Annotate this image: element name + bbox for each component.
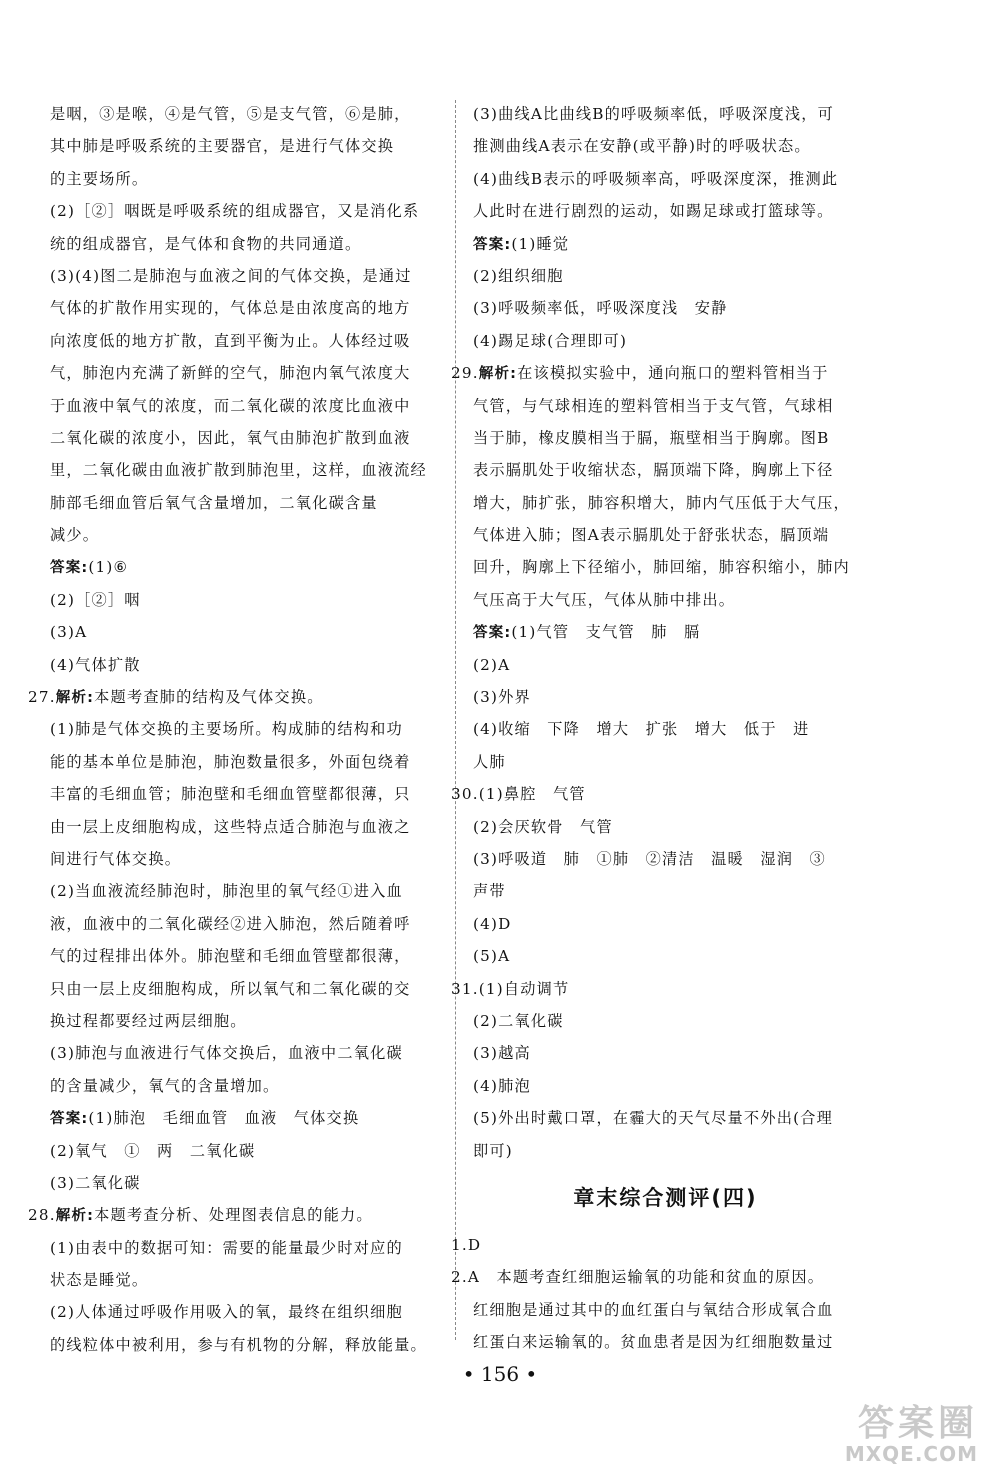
line-text: 能的基本单位是肺泡，肺泡数量很多，外面包绕着: [50, 752, 411, 771]
line-text: (1)自动调节: [478, 979, 570, 998]
text-line: [50, 584, 438, 616]
line-text: 回升，胸廓上下径缩小，肺回缩，肺容积缩小，肺内: [473, 558, 850, 577]
bold-label: 答案:: [473, 236, 512, 253]
bold-label: 解析:: [55, 1208, 95, 1225]
line-text: (3)(4)图二是肺泡与血液之间的气体交换，是通过: [50, 266, 412, 285]
line-text: 气，肺泡内充满了新鲜的空气，肺泡内氧气浓度大: [50, 364, 411, 383]
line-text: (2)二氧化碳: [473, 1011, 564, 1030]
line-text: 推测曲线A表示在安静(或平静)时的呼吸状态。: [473, 137, 811, 156]
text-line: [50, 973, 438, 1005]
line-text: (3)肺泡与血液进行气体交换后，血液中二氧化碳: [50, 1044, 403, 1063]
line-text: 肺部毛细血管后氧气含量增加，二氧化碳含量: [50, 493, 378, 512]
text-line: [473, 1326, 858, 1358]
line-text: 红蛋白来运输氧的。贫血患者是因为红细胞数量过: [473, 1333, 834, 1352]
bold-label: 解析:: [55, 690, 95, 707]
text-line: [50, 551, 438, 583]
page-number: • 156 •: [462, 1362, 538, 1386]
text-line: [473, 811, 858, 843]
line-text: 向浓度低的地方扩散，直到平衡为止。人体经过吸: [50, 331, 411, 350]
text-line: [473, 908, 858, 940]
text-line: [28, 1199, 438, 1231]
text-line: [473, 195, 858, 227]
watermark-text: 答案圈: [857, 1403, 978, 1444]
text-line: [473, 260, 858, 292]
line-text: (2)［②］咽: [50, 590, 141, 609]
line-text: (4)曲线B表示的呼吸频率高，呼吸深度深，推测此: [473, 169, 839, 188]
line-text: (2)氧气 ① 两 二氧化碳: [50, 1141, 256, 1160]
text-line: [473, 616, 858, 648]
line-text: 气体的扩散作用实现的，气体总是由浓度高的地方: [50, 299, 411, 318]
text-line: [50, 713, 438, 745]
line-text: 二氧化碳的浓度小，因此，氧气由肺泡扩散到血液: [50, 428, 411, 447]
text-line: [473, 1135, 858, 1167]
line-text: (1)肺是气体交换的主要场所。构成肺的结构和功: [50, 720, 403, 739]
line-text: 即可): [473, 1141, 513, 1160]
text-line: [451, 778, 858, 810]
line-text: A 本题考查红细胞运输氧的功能和贫血的原因。: [467, 1268, 825, 1287]
text-line: [50, 325, 438, 357]
text-line: [50, 130, 438, 162]
line-text: (4)踢足球(合理即可): [473, 331, 628, 350]
text-line: [50, 746, 438, 778]
text-line: [473, 1037, 858, 1069]
line-text: 的线粒体中被利用，参与有机物的分解，释放能量。: [50, 1335, 427, 1354]
question-number: 2.: [451, 1268, 468, 1287]
text-line: [50, 390, 438, 422]
text-line: [451, 1261, 858, 1293]
text-line: [473, 1070, 858, 1102]
text-line: [473, 940, 858, 972]
text-line: [50, 195, 438, 227]
text-line: [473, 649, 858, 681]
bold-label: 答案:: [50, 1111, 89, 1128]
text-line: [50, 163, 438, 195]
text-line: [473, 519, 858, 551]
text-line: [473, 843, 858, 875]
text-line: [50, 778, 438, 810]
text-line: [473, 454, 858, 486]
text-line: [50, 1135, 438, 1167]
line-text: (2)组织细胞: [473, 266, 564, 285]
line-text: 由一层上皮细胞构成，这些特点适合肺泡与血液之: [50, 817, 411, 836]
line-text: 人肺: [473, 752, 506, 771]
text-line: [50, 1037, 438, 1069]
line-text: (4)收缩 下降 增大 扩张 增大 低于 进: [473, 720, 810, 739]
line-text: 减少。: [50, 526, 100, 545]
line-text: (4)肺泡: [473, 1076, 531, 1095]
line-text: 本题考查分析、处理图表信息的能力。: [94, 1206, 373, 1225]
text-line: [451, 357, 858, 389]
section-heading: 章末综合测评(四): [573, 1185, 758, 1210]
line-text: 气的过程排出体外。肺泡壁和毛细血管壁都很薄，: [50, 947, 411, 966]
text-line: [473, 681, 858, 713]
line-text: 里，二氧化碳由血液扩散到肺泡里，这样，血液流经: [50, 461, 427, 480]
text-line: [473, 1294, 858, 1326]
line-text: 在该模拟实验中，通向瓶口的塑料管相当于: [517, 364, 829, 383]
text-line: [50, 260, 438, 292]
line-text: 其中肺是呼吸系统的主要器官，是进行气体交换: [50, 137, 395, 156]
line-text: (1)气管 支气管 肺 膈: [511, 623, 701, 642]
right-column: [451, 98, 858, 1358]
bold-label: 答案:: [473, 625, 512, 642]
line-text: 于血液中氧气的浓度，而二氧化碳的浓度比血液中: [50, 396, 411, 415]
line-text: 气管，与气球相连的塑料管相当于支气管，气球相: [473, 396, 834, 415]
line-text: 增大，肺扩张，肺容积增大，肺内气压低于大气压，: [473, 493, 850, 512]
line-text: 当于肺，橡皮膜相当于膈，瓶壁相当于胸廓。图B: [473, 428, 830, 447]
line-text: 表示膈肌处于收缩状态，膈顶端下降，胸廓上下径: [473, 461, 834, 480]
text-line: [50, 1329, 438, 1361]
line-text: (1)由表中的数据可知：需要的能量最少时对应的: [50, 1238, 403, 1257]
line-text: 气压高于大气压，气体从肺中排出。: [473, 590, 736, 609]
text-line: [473, 390, 858, 422]
text-line: [50, 843, 438, 875]
text-line: [50, 649, 438, 681]
text-line: [473, 584, 858, 616]
line-text: (3)二氧化碳: [50, 1173, 141, 1192]
line-text: 只由一层上皮细胞构成，所以氧气和二氧化碳的交: [50, 979, 411, 998]
text-line: [50, 908, 438, 940]
text-line: [50, 1167, 438, 1199]
text-line: [473, 713, 858, 745]
line-text: D: [467, 1235, 482, 1254]
line-text: (2)［②］咽既是呼吸系统的组成器官，又是消化系: [50, 202, 420, 221]
line-text: (5)外出时戴口罩，在霾大的天气尽量不外出(合理: [473, 1109, 833, 1128]
text-line: [50, 357, 438, 389]
text-line: [473, 422, 858, 454]
text-line: [50, 422, 438, 454]
line-text: (2)会厌软骨 气管: [473, 817, 613, 836]
line-text: (3)越高: [473, 1044, 531, 1063]
line-text: 液，血液中的二氧化碳经②进入肺泡，然后随着呼: [50, 914, 411, 933]
text-line: [50, 98, 438, 130]
line-text: (1)⑥: [88, 558, 129, 577]
question-number: 29.: [451, 364, 479, 383]
line-text: 的主要场所。: [50, 169, 149, 188]
text-line: [473, 1102, 858, 1134]
question-number: 27.: [28, 688, 56, 707]
line-text: (2)人体通过呼吸作用吸入的氧，最终在组织细胞: [50, 1303, 403, 1322]
text-line: [451, 1229, 858, 1261]
text-line: [50, 1005, 438, 1037]
text-line: [473, 746, 858, 778]
text-line: [50, 519, 438, 551]
text-line: [50, 875, 438, 907]
bold-label: 解析:: [478, 366, 518, 383]
line-text: 统的组成器官，是气体和食物的共同通道。: [50, 234, 362, 253]
line-text: (1)鼻腔 气管: [478, 785, 586, 804]
text-line: [473, 292, 858, 324]
line-text: (2)A: [473, 655, 511, 674]
line-text: (3)外界: [473, 688, 531, 707]
line-text: (5)A: [473, 947, 511, 966]
line-text: 的含量减少，氧气的含量增加。: [50, 1076, 280, 1095]
watermark-url: MXQE.COM: [844, 1442, 978, 1466]
text-line: [473, 1005, 858, 1037]
text-line: [50, 1264, 438, 1296]
line-text: 换过程都要经过两层细胞。: [50, 1011, 247, 1030]
text-line: [473, 228, 858, 260]
text-line: [50, 616, 438, 648]
text-line: [50, 228, 438, 260]
text-line: [473, 551, 858, 583]
text-line: [473, 163, 858, 195]
line-text: 声带: [473, 882, 506, 901]
text-line: [50, 940, 438, 972]
line-text: 间进行气体交换。: [50, 849, 182, 868]
text-line: [473, 875, 858, 907]
line-text: (4)气体扩散: [50, 655, 141, 674]
text-line: [50, 811, 438, 843]
text-line: [50, 1070, 438, 1102]
line-text: 丰富的毛细血管；肺泡壁和毛细血管壁都很薄，只: [50, 785, 411, 804]
watermark-logo: [845, 1395, 978, 1466]
line-text: (4)D: [473, 914, 512, 933]
text-line: [473, 130, 858, 162]
bold-label: 答案:: [50, 560, 89, 577]
question-number: 31.: [451, 979, 479, 998]
column-divider: [455, 100, 456, 1340]
text-line: [28, 681, 438, 713]
text-line: [50, 1232, 438, 1264]
left-column: [28, 98, 438, 1361]
line-text: 状态是睡觉。: [50, 1271, 149, 1290]
question-number: 30.: [451, 785, 479, 804]
line-text: 红细胞是通过其中的血红蛋白与氧结合形成氧合血: [473, 1300, 834, 1319]
text-line: [50, 1296, 438, 1328]
text-line: [50, 487, 438, 519]
text-line: [50, 1102, 438, 1134]
line-text: (2)当血液流经肺泡时，肺泡里的氧气经①进入血: [50, 882, 403, 901]
text-line: [473, 487, 858, 519]
line-text: (1)肺泡 毛细血管 血液 气体交换: [88, 1109, 360, 1128]
text-line: [473, 98, 858, 130]
line-text: (3)呼吸频率低，呼吸深度浅 安静: [473, 299, 728, 318]
line-text: 人此时在进行剧烈的运动，如踢足球或打篮球等。: [473, 202, 834, 221]
line-text: (3)曲线A比曲线B的呼吸频率低，呼吸深度浅，可: [473, 105, 835, 123]
line-text: (3)呼吸道 肺 ①肺 ②清洁 温暖 湿润 ③: [473, 849, 826, 868]
line-text: 气体进入肺；图A表示膈肌处于舒张状态，膈顶端: [473, 526, 830, 545]
text-line: [451, 973, 858, 1005]
question-number: 1.: [451, 1235, 468, 1254]
text-line: [50, 292, 438, 324]
line-text: (1)睡觉: [511, 234, 570, 253]
line-text: 是咽，③是喉，④是气管，⑤是支气管，⑥是肺，: [50, 105, 411, 123]
line-text: 本题考查肺的结构及气体交换。: [94, 688, 324, 707]
line-text: (3)A: [50, 623, 88, 642]
text-line: [473, 325, 858, 357]
text-line: [50, 454, 438, 486]
question-number: 28.: [28, 1206, 56, 1225]
